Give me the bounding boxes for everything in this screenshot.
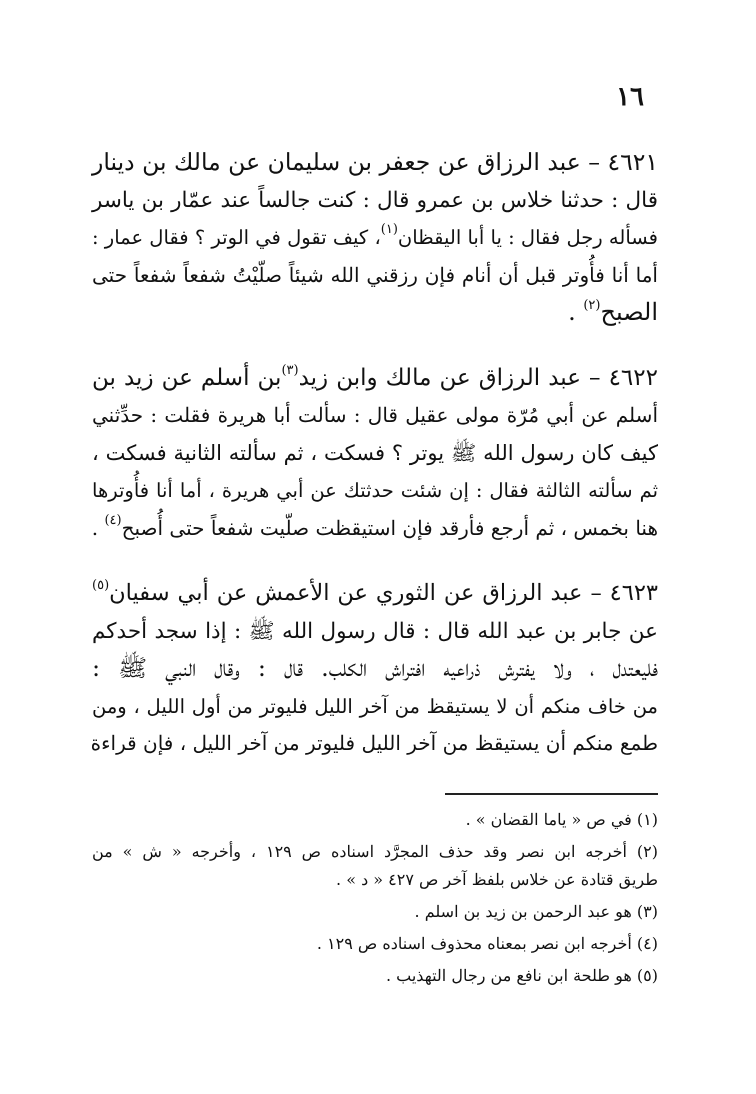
footnotes — [92, 806, 658, 990]
text-line: أسلم عن أبي مُرّة مولى عقيل قال : سألت أبا هريرة فقلت : حدِّثني — [92, 403, 658, 427]
footnote-line: (١) في ص « ياما القضان » . — [465, 810, 658, 829]
text-segment: ٤٦٢٢ – عبد الرزاق عن مالك وابن زيد — [298, 364, 658, 391]
footnote-line: (٥) هو طلحة ابن نافع من رجال التهذيب . — [385, 966, 658, 985]
footnote-3 — [92, 898, 658, 926]
footnote-line: (٤) أخرجه ابن نصر بمعناه محذوف اسناده ص ١٢٩ . — [316, 934, 658, 953]
footnote-divider — [445, 793, 658, 795]
text-line — [92, 360, 658, 398]
text-segment: . — [568, 298, 584, 326]
footnote-1 — [92, 806, 658, 834]
text-line — [92, 510, 658, 548]
footnote-marker: (٢) — [583, 298, 601, 313]
footnote-marker: (٣) — [281, 362, 299, 378]
footnote-line: (٢) أخرجه ابن نصر وقد حذف المجرَّد اسناده ص ١٢٩ ، وأخرجه « ش » من — [92, 842, 658, 861]
hadith-4621 — [92, 144, 658, 332]
text-line: من خاف منكم أن لا يستيقظ من آخر الليل فليوتر من أول الليل ، ومن — [92, 694, 658, 718]
text-line: ثم سألته الثالثة فقال : إن شئت حدثتك عن أبي هريرة ، أما أنا فأُوترها — [92, 479, 658, 502]
text-line: طمع منكم أن يستيقظ من آخر الليل فليوتر من آخر الليل ، فإن قراءة — [90, 731, 658, 755]
footnote-line: طريق قتادة عن خلاس بلفظ آخر ص ٤٢٧ « د » . — [336, 870, 658, 889]
main-text — [92, 144, 658, 763]
footnote-marker: (٤) — [104, 512, 122, 528]
footnote-marker: (١) — [380, 222, 398, 237]
text-line — [92, 219, 658, 257]
text-line: عن جابر بن عبد الله قال : قال رسول الله ﷺ : إذا سجد أحدكم — [92, 618, 658, 644]
text-line: قال : حدثنا خلاس بن عمرو قال : كنت جالساً عند عمّار بن ياسر — [92, 187, 658, 213]
text-line: أما أنا فأُوتر قبل أن أنام فإن رزقني الله شيئاً صلّيْتُ شفعاً شفعاً حتى — [92, 262, 658, 287]
footnote-4 — [92, 930, 658, 958]
footnote-marker: (٥) — [92, 578, 110, 593]
text-segment: ، كيف تقول في الوتر ؟ فقال عمار : — [92, 226, 381, 249]
text-line — [92, 294, 658, 332]
footnote-5 — [92, 962, 658, 990]
page-number: ١٦ — [616, 82, 644, 112]
text-line — [92, 575, 658, 613]
text-segment: الصبح — [600, 298, 658, 326]
footnote-2 — [92, 838, 658, 894]
text-line: ٤٦٢١ – عبد الرزاق عن جعفر بن سليمان عن مالك بن دينار — [92, 148, 658, 176]
text-segment: . — [91, 515, 105, 540]
text-segment: بن أسلم عن زيد بن — [92, 364, 282, 391]
text-segment: فسأله رجل فقال : يا أبا اليقظان — [397, 226, 658, 249]
text-line: كيف كان رسول الله ﷺ يوتر ؟ فسكت ، ثم سألته الثانية فسكت ، — [92, 440, 658, 465]
hadith-4622 — [92, 360, 658, 548]
hadith-4623 — [92, 575, 658, 763]
text-segment: ٤٦٢٣ – عبد الرزاق عن الثوري عن الأعمش عن أبي سفيان — [109, 580, 658, 606]
text-line: فليعتدل ، ولا يفترش ذراعيه افتراش الكلب. قال : وقال النبي ﷺ : — [92, 654, 658, 682]
footnote-line: (٣) هو عبد الرحمن بن زيد بن اسلم . — [414, 902, 658, 921]
text-segment: هنا بخمس ، ثم أرجع فأرقد فإن استيقظت صلّيت شفعاً حتى أُصبح — [121, 515, 658, 540]
